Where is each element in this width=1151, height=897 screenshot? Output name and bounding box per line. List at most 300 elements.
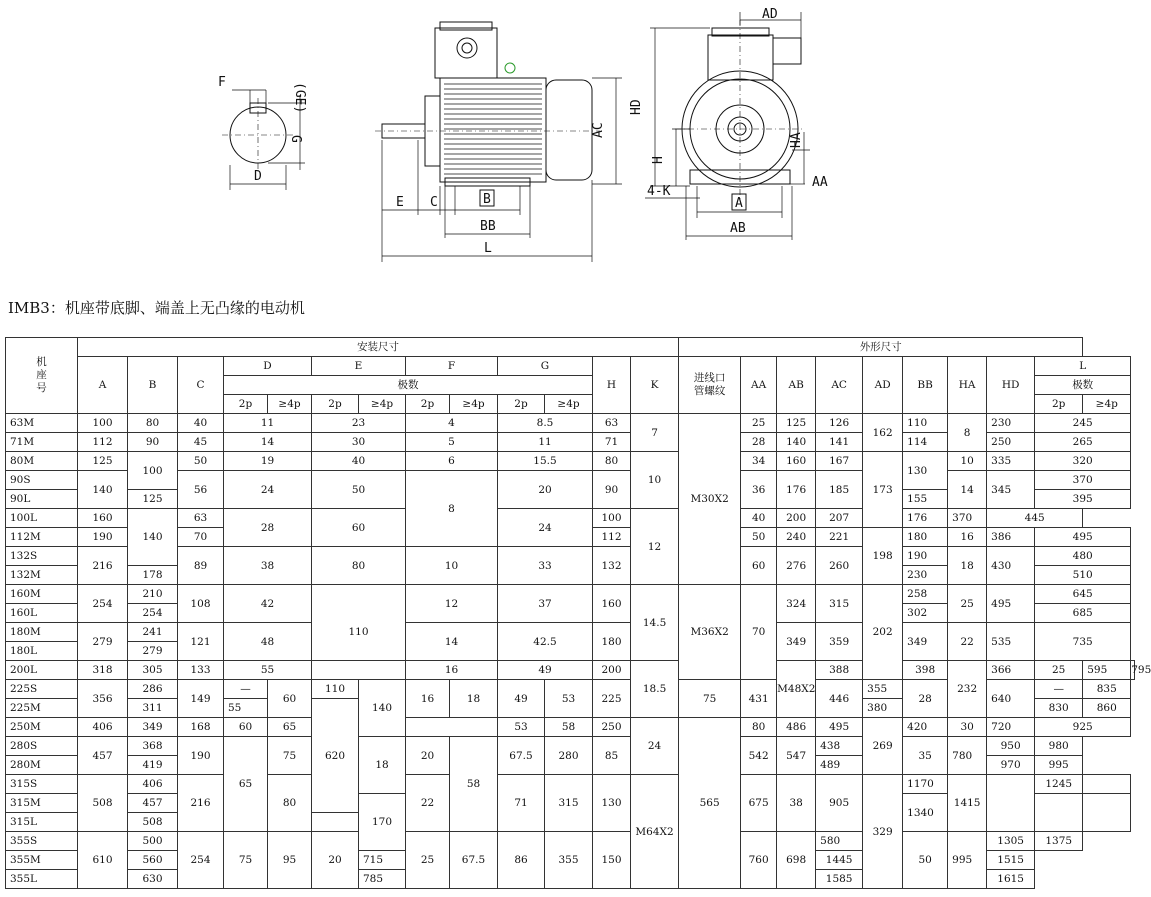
table-cell: 71	[498, 775, 545, 832]
frame-cell: 355M	[6, 851, 78, 870]
table-cell: 430	[987, 547, 1035, 585]
table-cell: 112	[593, 528, 631, 547]
table-cell: 349	[128, 718, 178, 737]
table-cell: 178	[128, 566, 178, 585]
table-cell: 75	[224, 832, 268, 889]
table-cell: 40	[178, 414, 224, 433]
table-cell: 35	[903, 737, 948, 775]
table-cell: 720	[987, 718, 1035, 737]
table-cell: 15.5	[498, 452, 593, 471]
table-cell: 12	[631, 509, 679, 585]
table-cell: 535	[987, 623, 1035, 661]
shaft-section-view	[218, 75, 307, 190]
table-row	[6, 775, 1135, 794]
table-cell: 230	[987, 414, 1035, 433]
frame-cell: 160L	[6, 604, 78, 623]
table-cell: 60	[312, 509, 406, 547]
table-cell: 419	[128, 756, 178, 775]
table-cell: 133	[178, 661, 224, 680]
table-cell: 85	[593, 737, 631, 775]
table-cell: 100	[593, 509, 631, 528]
label-g: G	[288, 135, 303, 143]
table-cell: 438	[816, 737, 863, 756]
header-install: 安装尺寸	[78, 338, 679, 357]
table-cell: 95	[268, 832, 312, 889]
table-cell: 63	[178, 509, 224, 528]
header-b: B	[128, 357, 178, 414]
frame-cell: 132M	[6, 566, 78, 585]
frame-cell: 63M	[6, 414, 78, 433]
table-cell: 950	[987, 737, 1035, 756]
table-cell: 315	[816, 585, 863, 623]
table-cell: 25	[1035, 661, 1083, 680]
table-cell: 335	[987, 452, 1035, 471]
table-cell: 565	[679, 718, 741, 889]
table-cell: 176	[777, 471, 816, 509]
table-cell: 110	[312, 623, 406, 642]
table-cell: 75	[268, 737, 312, 775]
table-cell: 480	[1035, 547, 1131, 566]
table-cell: 38	[224, 547, 312, 585]
label-e: E	[396, 195, 404, 210]
frame-cell: 280S	[6, 737, 78, 756]
table-cell: 735	[1035, 623, 1131, 661]
table-cell: 34	[741, 452, 777, 471]
table-cell: 780	[948, 737, 987, 775]
table-cell: 630	[128, 870, 178, 889]
table-cell: —	[224, 680, 268, 699]
table-cell: M48X2	[777, 661, 816, 718]
table-cell: 905	[816, 775, 863, 832]
table-cell: 1375	[1035, 832, 1083, 851]
table-row	[6, 585, 1135, 604]
table-cell: 5	[406, 433, 498, 452]
table-cell: 126	[816, 414, 863, 433]
table-cell: 18.5	[631, 661, 679, 718]
table-cell: 132	[593, 547, 631, 585]
table-cell: 24	[498, 509, 593, 547]
table-cell: 202	[863, 585, 903, 680]
table-row	[6, 509, 1135, 528]
table-cell: 370	[1035, 471, 1131, 490]
frame-cell: 71M	[6, 433, 78, 452]
frame-cell: 90S	[6, 471, 78, 490]
table-cell: 280	[545, 737, 593, 775]
header-f-2p: 2p	[406, 395, 450, 414]
table-cell: 141	[816, 433, 863, 452]
table-cell: 508	[78, 775, 128, 832]
label-f: F	[218, 75, 226, 90]
table-cell: 8.5	[498, 414, 593, 433]
header-a: A	[78, 357, 128, 414]
table-cell: 37	[498, 585, 593, 623]
header-l-4p: ≥4p	[1083, 395, 1131, 414]
table-cell: 508	[128, 813, 178, 832]
table-cell: 542	[741, 737, 777, 775]
table-cell: 36	[741, 471, 777, 509]
table-cell: 71	[593, 433, 631, 452]
table-cell: 355	[863, 680, 903, 699]
table-cell: 970	[987, 756, 1035, 775]
table-cell: 25	[948, 585, 987, 623]
table-cell: 114	[903, 433, 948, 452]
table-cell: 185	[816, 471, 863, 509]
table-cell: 254	[178, 832, 224, 889]
label-c: C	[430, 195, 438, 210]
table-cell: 50	[178, 452, 224, 471]
table-cell: 90	[593, 471, 631, 509]
table-cell: 40	[741, 509, 777, 528]
table-cell: 359	[816, 623, 863, 661]
table-cell: 250	[987, 433, 1035, 452]
table-cell: 366	[987, 661, 1035, 680]
table-cell: 269	[863, 718, 903, 775]
header-g-2p: 2p	[498, 395, 545, 414]
table-cell: 240	[777, 528, 816, 547]
table-cell: 67.5	[498, 737, 545, 775]
table-cell: 16	[406, 680, 450, 718]
header-h: H	[593, 357, 631, 414]
table-cell: 149	[178, 680, 224, 718]
table-row	[6, 661, 1135, 680]
table-cell: 1415	[948, 775, 987, 832]
header-f-4p: ≥4p	[450, 395, 498, 414]
table-cell: 33	[498, 547, 593, 585]
table-cell: 55	[224, 661, 312, 680]
table-cell: 685	[1035, 604, 1131, 623]
table-cell: 245	[1035, 414, 1131, 433]
frame-cell: 355L	[6, 870, 78, 889]
table-cell: 355	[545, 832, 593, 889]
table-cell: 22	[406, 775, 450, 832]
table-cell: 349	[777, 623, 816, 661]
table-cell: 16	[948, 528, 987, 547]
table-cell: 63	[593, 414, 631, 433]
table-cell: 547	[777, 737, 816, 775]
frame-cell: 280M	[6, 756, 78, 775]
frame-cell: 225M	[6, 699, 78, 718]
table-cell: 18	[450, 680, 498, 718]
table-row	[6, 737, 1135, 756]
table-cell: 595	[1083, 661, 1131, 680]
table-cell: 80	[268, 775, 312, 832]
table-cell: 445	[987, 509, 1083, 528]
figure-caption: IMB3：机座带底脚、端盖上无凸缘的电动机	[8, 299, 305, 317]
label-h: H	[651, 156, 666, 164]
table-cell: 14	[406, 623, 498, 661]
table-cell: 18	[948, 547, 987, 585]
table-cell: 100	[78, 414, 128, 433]
table-cell: 1170	[903, 775, 948, 794]
table-cell: 406	[78, 718, 128, 737]
header-e-2p: 2p	[312, 395, 359, 414]
table-row	[6, 452, 1135, 471]
table-cell: 168	[178, 718, 224, 737]
header-d-2p: 2p	[224, 395, 268, 414]
table-cell: 216	[78, 547, 128, 585]
table-cell: 560	[128, 851, 178, 870]
table-cell: 90	[128, 433, 178, 452]
table-cell: 160	[777, 452, 816, 471]
table-cell: 12	[406, 585, 498, 623]
table-cell: 11	[224, 414, 312, 433]
table-cell	[1083, 775, 1131, 794]
table-cell: 130	[903, 452, 948, 490]
table-cell: 286	[128, 680, 178, 699]
table-cell: 48	[224, 623, 312, 661]
frame-cell: 200L	[6, 661, 78, 680]
table-cell: 108	[178, 585, 224, 623]
table-cell: 320	[1035, 452, 1131, 471]
table-cell: 241	[128, 623, 178, 642]
table-cell: 140	[777, 433, 816, 452]
table-cell: 10	[631, 452, 679, 509]
table-cell: 1305	[987, 832, 1035, 851]
label-aa: AA	[812, 175, 828, 190]
table-cell: 65	[268, 718, 312, 737]
table-cell: 80	[312, 547, 406, 585]
table-cell: 207	[816, 509, 863, 528]
table-cell: 395	[1035, 490, 1131, 509]
table-cell: 25	[406, 832, 450, 889]
table-cell: 22	[948, 623, 987, 661]
table-cell: 89	[178, 547, 224, 585]
table-cell: 315	[545, 775, 593, 832]
table-cell: 19	[224, 452, 312, 471]
table-cell: 10	[406, 547, 498, 585]
frame-cell: 315L	[6, 813, 78, 832]
table-cell: 230	[903, 566, 948, 585]
table-cell: 302	[903, 604, 948, 623]
table-cell: 45	[178, 433, 224, 452]
table-cell: 125	[128, 490, 178, 509]
frame-cell: 315M	[6, 794, 78, 813]
table-cell: 510	[1035, 566, 1131, 585]
table-cell: 495	[987, 585, 1035, 623]
table-cell: 311	[128, 699, 178, 718]
table-cell: 155	[903, 490, 948, 509]
header-d: D	[224, 357, 312, 376]
table-cell: 6	[406, 452, 498, 471]
table-cell: 150	[593, 832, 631, 889]
table-cell: 38	[777, 775, 816, 832]
frame-cell: 250M	[6, 718, 78, 737]
table-cell: 324	[777, 585, 816, 623]
table-cell: 58	[450, 737, 498, 832]
table-cell: 80	[128, 414, 178, 433]
table-cell: 53	[545, 680, 593, 718]
table-cell: 28	[224, 509, 312, 547]
table-cell: 640	[987, 680, 1035, 718]
table-row	[6, 414, 1135, 433]
table-cell: 785	[359, 870, 406, 889]
table-cell: 8	[948, 414, 987, 452]
label-k: 4-K	[647, 184, 671, 199]
frame-cell: 100L	[6, 509, 78, 528]
frame-cell: 180M	[6, 623, 78, 642]
table-cell: 1340	[903, 794, 948, 832]
label-b: B	[483, 192, 491, 207]
table-cell: 16	[406, 661, 498, 680]
table-cell: 1615	[987, 870, 1035, 889]
table-cell	[1035, 794, 1083, 832]
table-cell: 60	[268, 680, 312, 718]
table-cell: 368	[128, 737, 178, 756]
table-cell: 121	[178, 623, 224, 661]
table-cell: 835	[1083, 680, 1131, 699]
table-cell: 130	[593, 775, 631, 832]
table-row	[6, 623, 1135, 642]
table-cell: 23	[312, 414, 406, 433]
table-cell: 980	[1035, 737, 1083, 756]
table-cell: 25	[741, 414, 777, 433]
header-ac: AC	[816, 357, 863, 414]
table-cell: 495	[1035, 528, 1131, 547]
table-cell: 675	[741, 775, 777, 832]
label-a: A	[735, 196, 743, 211]
table-cell: 258	[903, 585, 948, 604]
table-cell: 620	[312, 699, 359, 813]
table-cell: 431	[741, 680, 777, 718]
header-poles-l: 极数	[1035, 376, 1131, 395]
table-cell: 715	[359, 851, 406, 870]
table-cell: 28	[741, 433, 777, 452]
table-cell: 1515	[987, 851, 1035, 870]
table-cell: 420	[903, 718, 948, 737]
table-cell: 110	[312, 680, 359, 699]
label-ab: AB	[730, 221, 746, 236]
table-cell: 140	[128, 509, 178, 566]
header-l: L	[1035, 357, 1131, 376]
header-e: E	[312, 357, 406, 376]
table-cell: 398	[903, 661, 948, 680]
table-cell: 86	[498, 832, 545, 889]
table-cell: 305	[128, 661, 178, 680]
header-frame: 机 座 号	[6, 338, 78, 414]
table-cell: —	[1035, 680, 1083, 699]
table-cell: 446	[816, 680, 863, 718]
label-ac: AC	[591, 122, 606, 138]
table-cell: 200	[593, 661, 631, 680]
table-cell: 500	[128, 832, 178, 851]
table-cell: 1445	[816, 851, 863, 870]
header-hd: HD	[987, 357, 1035, 414]
table-cell: 14	[948, 471, 987, 509]
table-cell: 457	[128, 794, 178, 813]
table-cell: 388	[816, 661, 863, 680]
table-cell: 24	[224, 471, 312, 509]
table-cell: 356	[78, 680, 128, 718]
frame-cell: 132S	[6, 547, 78, 566]
label-hd: HD	[629, 99, 644, 115]
table-cell: 7	[631, 414, 679, 452]
table-cell: 162	[863, 414, 903, 452]
dimension-table	[5, 337, 1151, 889]
table-row	[6, 832, 1135, 851]
table-cell: 40	[312, 452, 406, 471]
table-cell: 30	[312, 433, 406, 452]
table-cell: 56	[178, 471, 224, 509]
table-cell: 318	[78, 661, 128, 680]
table-cell: 210	[128, 585, 178, 604]
table-cell: 125	[777, 414, 816, 433]
label-ge: (GE)	[292, 82, 307, 114]
table-cell: 995	[948, 832, 987, 889]
table-cell: 349	[903, 623, 948, 661]
table-cell: 55	[224, 699, 268, 718]
table-cell: 70	[741, 585, 777, 680]
table-cell: 200	[777, 509, 816, 528]
table-cell: 180	[593, 623, 631, 661]
table-cell: 190	[903, 547, 948, 566]
table-cell: 198	[863, 528, 903, 585]
table-cell: 67.5	[450, 832, 498, 889]
table-cell: 140	[78, 471, 128, 509]
table-cell: M64X2	[631, 775, 679, 889]
label-bb: BB	[480, 219, 496, 234]
table-cell: 140	[359, 680, 406, 737]
table-cell: 232	[948, 661, 987, 718]
table-cell: 60	[741, 547, 777, 585]
table-cell: 495	[816, 718, 863, 737]
table-cell: 50	[312, 471, 406, 509]
table-cell: 221	[816, 528, 863, 547]
table-cell: 20	[498, 471, 593, 509]
table-cell: 167	[816, 452, 863, 471]
header-inlet: 进线口 管螺纹	[679, 357, 741, 414]
frame-cell: 225S	[6, 680, 78, 699]
table-cell: 24	[631, 718, 679, 775]
table-cell: 250	[593, 718, 631, 737]
table-cell: 1245	[1035, 775, 1083, 794]
table-cell: 160	[78, 509, 128, 528]
motor-dimension-drawing	[0, 0, 1140, 290]
table-cell: 760	[741, 832, 777, 889]
table-cell: 10	[948, 452, 987, 471]
table-cell: 225	[593, 680, 631, 718]
frame-cell: 315S	[6, 775, 78, 794]
table-cell: 279	[128, 642, 178, 661]
table-cell: 50	[741, 528, 777, 547]
header-c: C	[178, 357, 224, 414]
table-row	[6, 718, 1135, 737]
table-cell: 20	[312, 832, 359, 889]
table-cell: 329	[863, 775, 903, 889]
table-cell: 125	[78, 452, 128, 471]
table-cell: 170	[359, 794, 406, 851]
table-cell: 49	[498, 661, 593, 680]
table-cell: 75	[679, 680, 741, 718]
table-cell: 276	[777, 547, 816, 585]
table-cell: 65	[224, 737, 268, 832]
label-ha: HA	[789, 132, 804, 148]
table-cell: 11	[498, 433, 593, 452]
table-cell: 190	[78, 528, 128, 547]
table-cell: 386	[987, 528, 1035, 547]
header-g-4p: ≥4p	[545, 395, 593, 414]
table-cell: 60	[224, 718, 268, 737]
table-cell: M36X2	[679, 585, 741, 680]
table-cell: 30	[948, 718, 987, 737]
table-cell: 100	[128, 452, 178, 490]
table-cell: 830	[1035, 699, 1083, 718]
header-poles: 极数	[224, 376, 593, 395]
frame-cell: 180L	[6, 642, 78, 661]
table-cell: 14	[224, 433, 312, 452]
table-cell: 110	[903, 414, 948, 433]
table-cell: 380	[863, 699, 903, 718]
table-cell: 279	[78, 623, 128, 661]
